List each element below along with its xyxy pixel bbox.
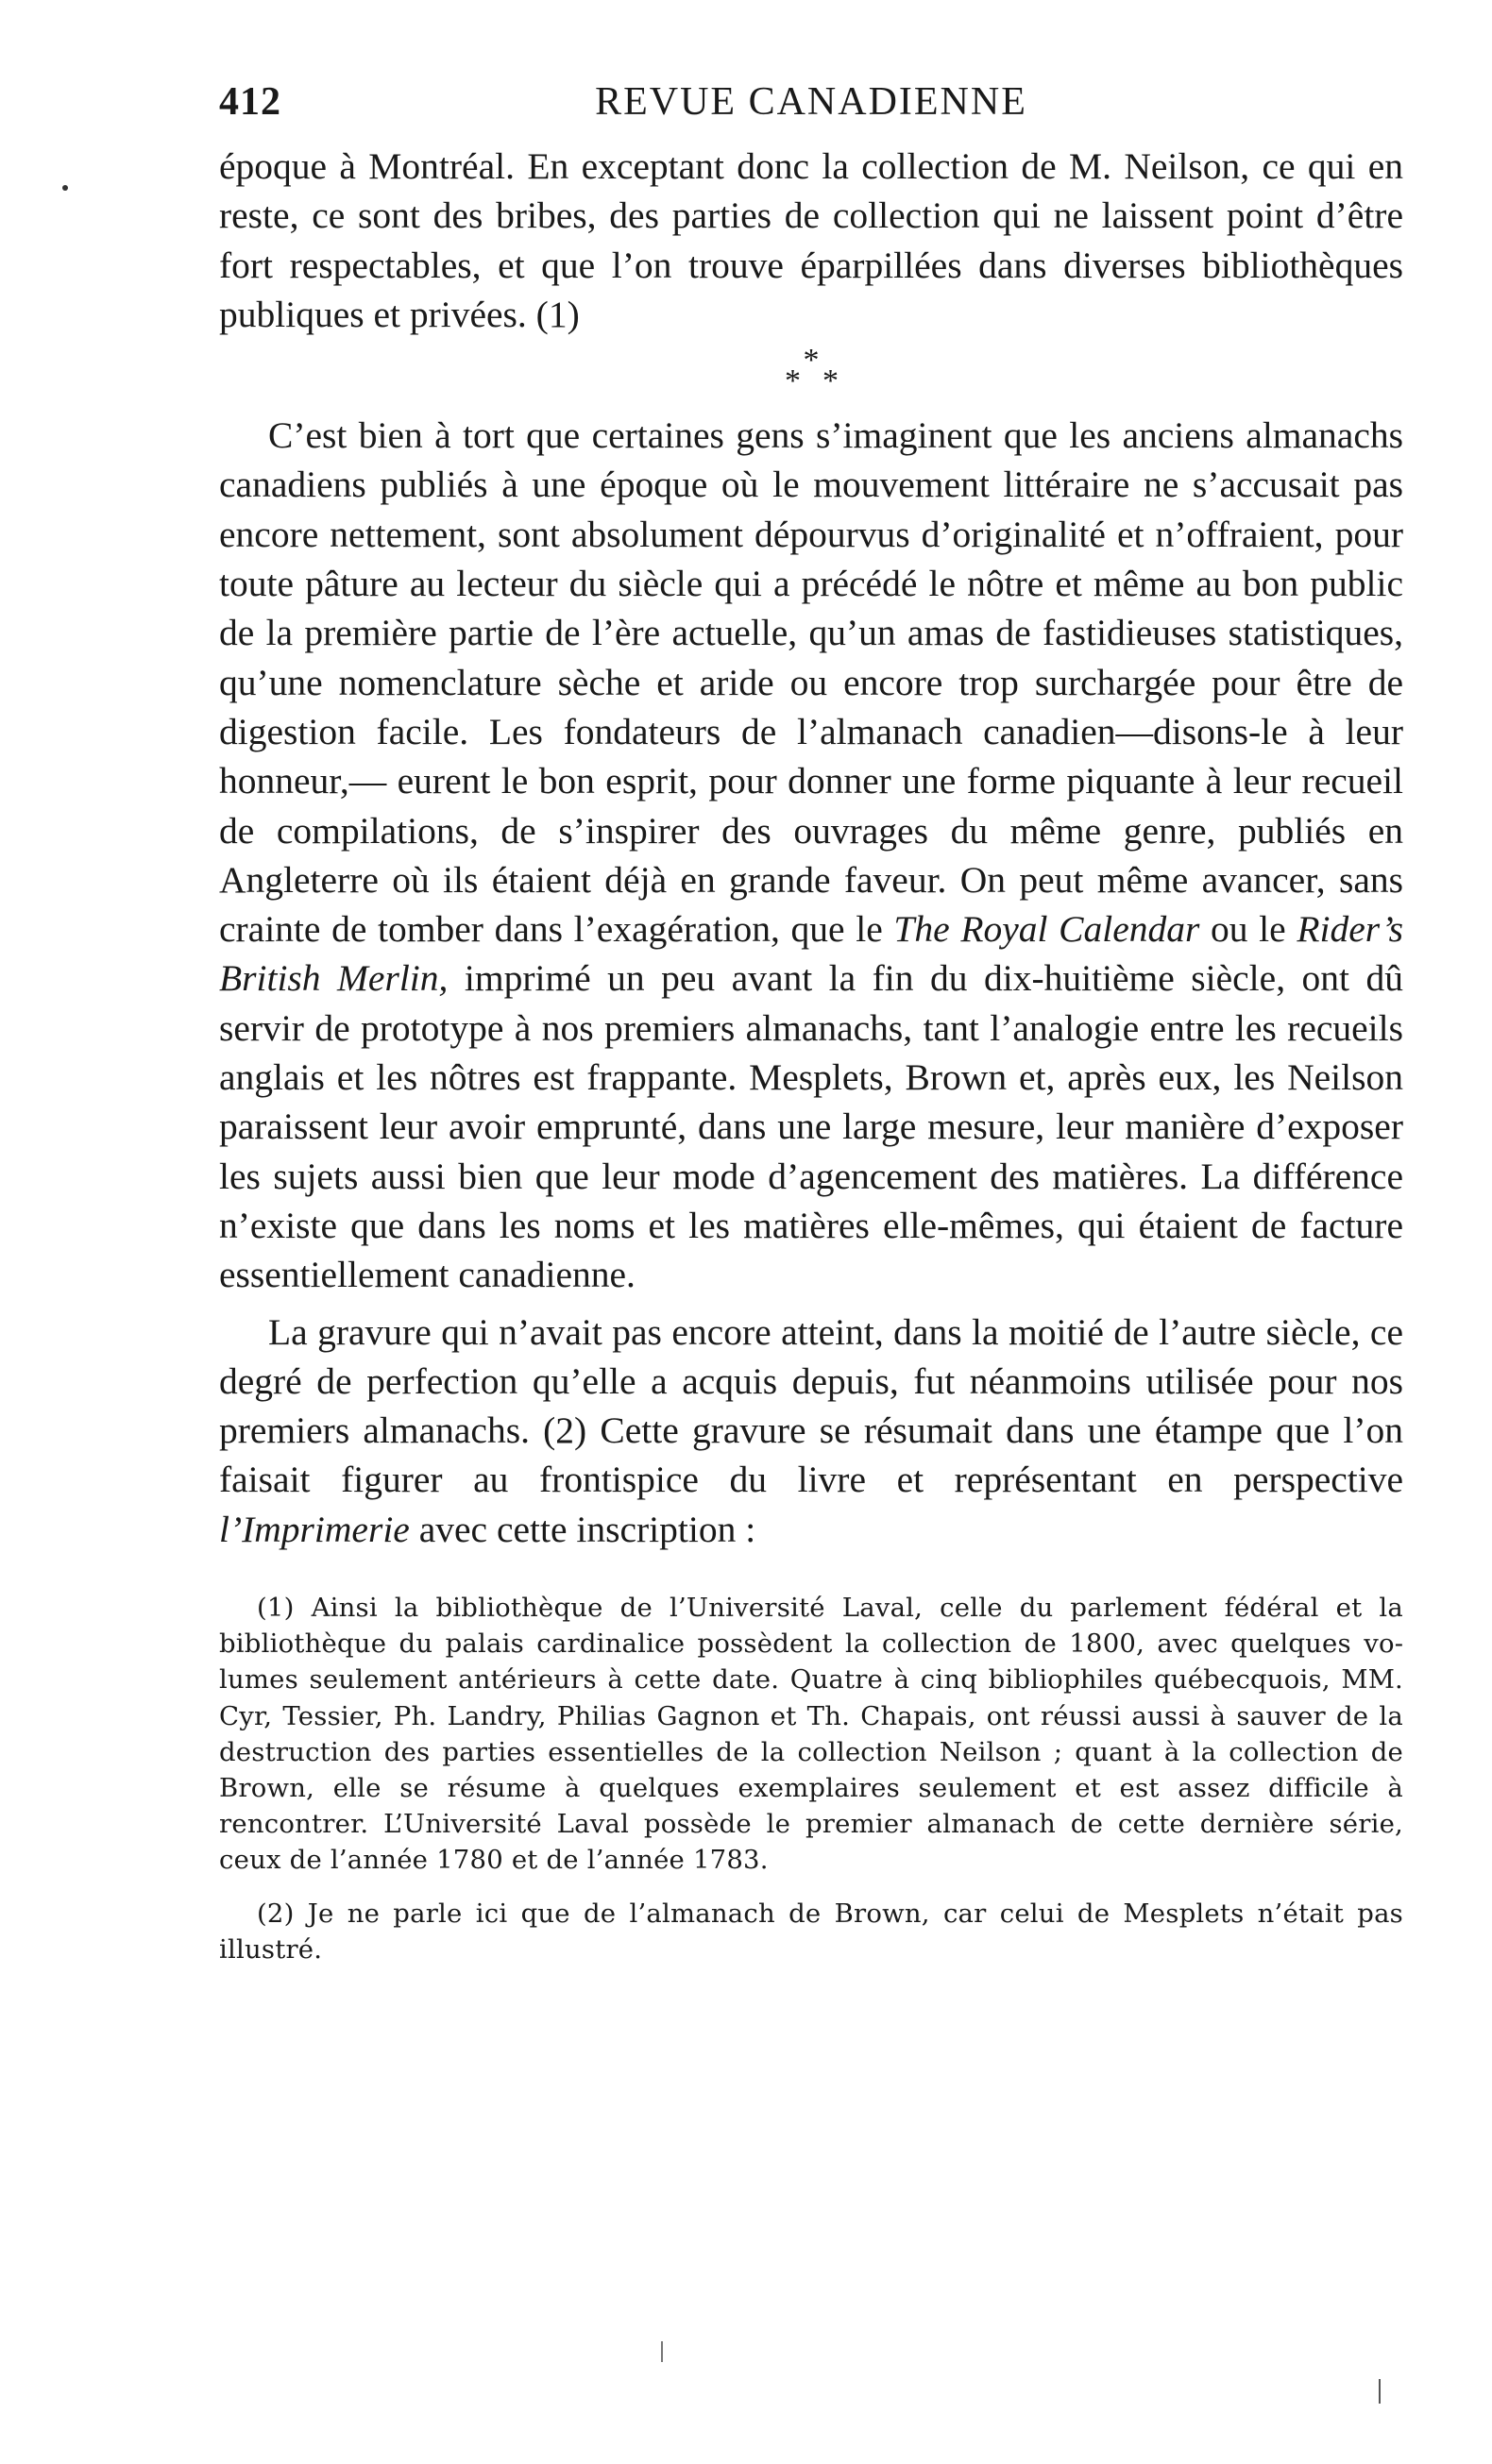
paragraph-text: C’est bien à tort que certaines gens s’imaginent que les anciens almanachs canadiens publiés à une époque où le mouvement littéraire ne s’accusait pas encore nettement, sont absolument dépourvus d’originalité et n’offraient, pour toute pâture au lecteur du siècle qui a précédé le nôtre et même au bon public de la première partie de l’ère actuelle, qu’un amas de fastidieuses statistiques, qu’une nomenclature sèche et aride ou encore trop surchargée pour être de digestion facile. Les fondateurs de l’almanach canadien—disons-le à leur honneur,— eurent le bon esprit, pour donner une forme piquante à leur recueil de compilations, de s’inspirer des ouvrages du même genre, publiés en Angleterre où ils étaient déjà en grande faveur. On peut même avancer, sans crainte de tomber dans l’exagération, que le [219,414,1403,951]
paragraph-almanachs [219,411,1403,1299]
body-text [219,142,1403,1554]
document-page [219,76,1403,1984]
paragraph-text: époque à Montréal. En exceptant donc la collection de M. Neilson, ce qui en reste, ce sont des bribes, des parties de collection qui ne laissent point d’être fort respectables, et que l’on trouve éparpillées dans diverses bibliothèques publiques et privées. (1) [219,145,1403,335]
footnotes [219,1590,1403,1967]
separator-star-left: * [785,363,801,399]
title-royal-calendar: The Royal Calendar [893,908,1200,951]
page-number: 412 [219,80,281,124]
paragraph-gravure [219,1308,1403,1554]
bottom-tick-mark [661,2341,663,2362]
paragraph-text: imprimé un peu avant la fin du dix-huitième siècle, ont dû servir de prototype à nos premiers almanachs, tant l’analogie entre les recueils anglais et les nôtres est frappante. Mesplets, Brown et, après eux, les Neilson paraissent leur avoir emprunté, dans une large mesure, leur manière d’exposer les sujets aussi bien que leur mode d’agencement des matières. La différence n’existe que dans les noms et les matières elle-mêmes, qui étaient de facture essentiellement canadienne. [219,957,1403,1296]
margin-dot [62,185,68,191]
separator-star-right: * [822,363,839,399]
section-separator [219,341,1403,403]
separator-star-top: * [803,343,820,379]
paragraph-text: ou le [1199,908,1297,951]
paragraph-text: La gravure qui n’avait pas encore atteint, dans la moitié de l’autre siècle, ce degré de perfection qu’elle a acquis depuis, fut néanmoins utilisée pour nos premiers almanachs. (2) Cette gravure se résumait dans une étampe que l’on faisait figurer au frontispice du livre et représentant en perspective [219,1310,1403,1501]
paragraph-text: avec cette inscription : [409,1508,756,1550]
running-title: REVUE CANADIENNE [595,80,1027,124]
term-imprimerie: l’Imprimerie [219,1508,410,1550]
title-british-merlin: Rider’s British Merlin, [219,908,1404,1000]
footnote-2: (2) Je ne parle ici que de l’almanach de Brown, car celui de Mesplets n’était pas illustré. [219,1898,1403,1965]
page-header [219,76,1403,142]
edge-mark [1379,2379,1381,2404]
paragraph-continued [219,142,1403,339]
footnote-1: (1) Ainsi la bibliothèque de l’Université Laval, celle du parlement fédéral et la bibliothèque du palais cardinalice possèdent la collection de 1800, avec quelques volumes seulement antérieurs à cette date. Quatre à cinq bibliophiles québecquois, MM. Cyr, Tessier, Ph. Landry, Philias Gagnon et Th. Chapais, ont réussi aussi à sauver de la destruction des parties essentielles de la collection Neilson ; quant à la collection de Brown, elle se résume à quelques exemplaires seulement et est assez difficile à rencontrer. L’Université Laval possède le premier almanach de cette dernière série, ceux de l’année 1780 et de l’année 1783. [219,1593,1403,1876]
